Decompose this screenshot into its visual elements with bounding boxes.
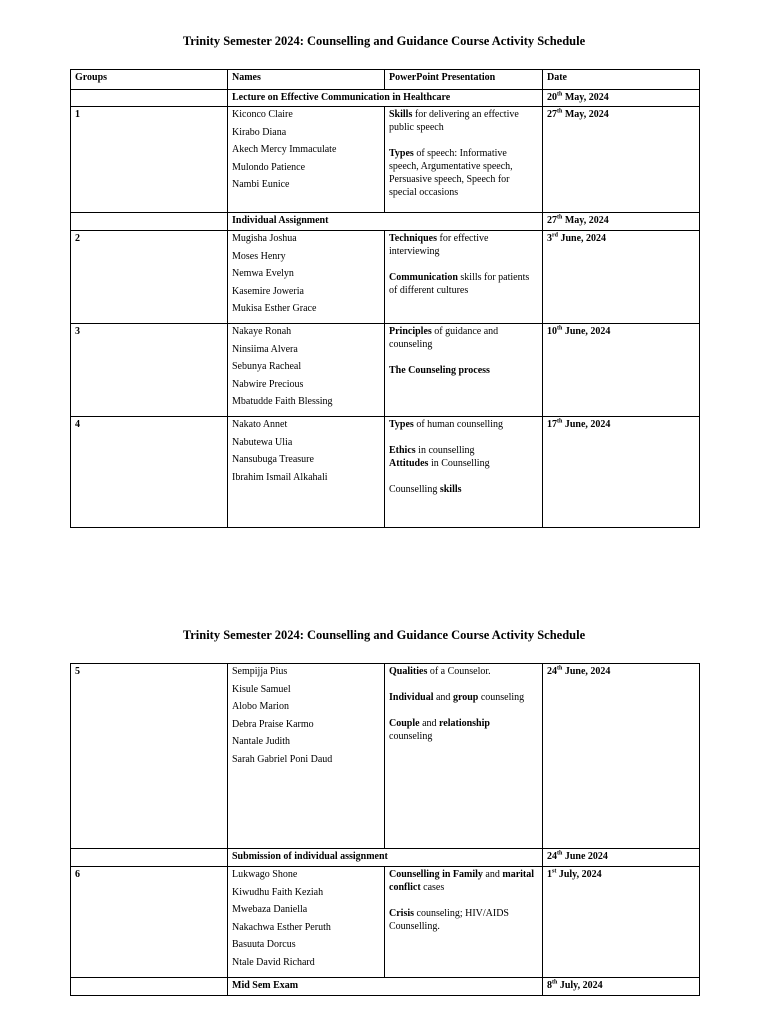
group-1-date: 27th May, 2024 bbox=[543, 107, 700, 213]
submission-group-cell bbox=[71, 849, 228, 867]
member-name: Nemwa Evelyn bbox=[232, 268, 294, 280]
schedule-table-2 bbox=[70, 663, 700, 996]
member-name: Moses Henry bbox=[232, 250, 286, 262]
group-6-topics bbox=[385, 867, 543, 978]
group-1-row bbox=[71, 107, 700, 213]
topic: Skills for delivering an effective public speech bbox=[389, 109, 519, 133]
group-1-topics bbox=[385, 107, 543, 213]
member-name: Mulondo Patience bbox=[232, 161, 306, 173]
member-name: Akech Mercy Immaculate bbox=[232, 144, 337, 156]
midsem-group-cell bbox=[71, 978, 228, 996]
member-name: Mwebaza Daniella bbox=[232, 904, 308, 916]
topic: Counselling skills bbox=[389, 484, 462, 495]
topic: Individual and group counseling bbox=[389, 692, 525, 703]
group-2-date: 3rd June, 2024 bbox=[543, 231, 700, 324]
topic: Types of human counselling bbox=[389, 419, 503, 430]
topic: Qualities of a Counselor. bbox=[389, 666, 491, 677]
member-name: Sempijja Pius bbox=[232, 666, 288, 677]
member-name: Sebunya Racheal bbox=[232, 361, 302, 373]
group-1-names bbox=[228, 107, 385, 213]
member-name: Ninsiima Alvera bbox=[232, 343, 298, 355]
group-5-number: 5 bbox=[71, 664, 228, 849]
group-4-date: 17th June, 2024 bbox=[543, 417, 700, 528]
topic: Ethics in counselling bbox=[389, 445, 475, 456]
topic: Communication skills for patients of different cultures bbox=[389, 272, 530, 296]
submission-date: 24th June 2024 bbox=[543, 849, 700, 867]
member-name: Lukwago Shone bbox=[232, 869, 298, 880]
group-4-names bbox=[228, 417, 385, 528]
topic: Techniques for effective interviewing bbox=[389, 233, 489, 257]
submission-label: Submission of individual assignment bbox=[228, 849, 543, 867]
group-3-row bbox=[71, 324, 700, 417]
member-name: Nakaye Ronah bbox=[232, 326, 292, 337]
midsem-date: 8th July, 2024 bbox=[543, 978, 700, 996]
lecture-label: Lecture on Effective Communication in Healthcare bbox=[228, 90, 543, 107]
member-name: Kiconco Claire bbox=[232, 109, 293, 120]
group-5-names bbox=[228, 664, 385, 849]
member-name: Nantale Judith bbox=[232, 736, 291, 748]
topic: Crisis counseling; HIV/AIDS Counselling. bbox=[389, 908, 509, 932]
group-5-topics bbox=[385, 664, 543, 849]
submission-row bbox=[71, 849, 700, 867]
individual-group-cell bbox=[71, 213, 228, 231]
topic: Attitudes in Counselling bbox=[389, 458, 490, 469]
table-header-row bbox=[71, 70, 700, 90]
group-1-number: 1 bbox=[71, 107, 228, 213]
group-3-date: 10th June, 2024 bbox=[543, 324, 700, 417]
member-name: Sarah Gabriel Poni Daud bbox=[232, 753, 333, 765]
topic: Couple and relationship counseling bbox=[389, 718, 490, 742]
member-name: Ntale David Richard bbox=[232, 956, 315, 968]
group-4-topics bbox=[385, 417, 543, 528]
lecture-group-cell bbox=[71, 90, 228, 107]
group-6-date: 1st July, 2024 bbox=[543, 867, 700, 978]
member-name: Nakato Annet bbox=[232, 419, 288, 430]
lecture-date: 20th May, 2024 bbox=[543, 90, 700, 107]
group-4-row bbox=[71, 417, 700, 528]
member-name: Nabutewa Ulia bbox=[232, 436, 293, 448]
member-name: Mbatudde Faith Blessing bbox=[232, 396, 333, 408]
member-name: Ibrahim Ismail Alkahali bbox=[232, 471, 328, 483]
topic: Types of speech: Informative speech, Argumentative speech, Persuasive speech, Speech for special occasions bbox=[389, 148, 513, 198]
page-title-1: Trinity Semester 2024: Counselling and Guidance Course Activity Schedule bbox=[182, 34, 586, 48]
topic: Principles of guidance and counseling bbox=[389, 326, 499, 350]
group-3-number: 3 bbox=[71, 324, 228, 417]
group-3-names bbox=[228, 324, 385, 417]
group-2-topics bbox=[385, 231, 543, 324]
member-name: Nansubuga Treasure bbox=[232, 454, 314, 466]
member-name: Nakachwa Esther Peruth bbox=[232, 921, 331, 933]
header-groups: Groups bbox=[71, 70, 228, 90]
member-name: Mugisha Joshua bbox=[232, 233, 297, 244]
member-name: Kiwudhu Faith Keziah bbox=[232, 886, 324, 898]
member-name: Kirabo Diana bbox=[232, 126, 287, 138]
group-2-row bbox=[71, 231, 700, 324]
header-date: Date bbox=[543, 70, 700, 90]
midsem-label: Mid Sem Exam bbox=[228, 978, 543, 996]
group-6-names bbox=[228, 867, 385, 978]
individual-date: 27th May, 2024 bbox=[543, 213, 700, 231]
group-6-number: 6 bbox=[71, 867, 228, 978]
group-4-number: 4 bbox=[71, 417, 228, 528]
lecture-row bbox=[71, 90, 700, 107]
member-name: Nabwire Precious bbox=[232, 378, 304, 390]
member-name: Basuuta Dorcus bbox=[232, 939, 296, 951]
group-2-number: 2 bbox=[71, 231, 228, 324]
topic: Counselling in Family and marital conflict cases bbox=[389, 869, 535, 893]
group-5-date: 24th June, 2024 bbox=[543, 664, 700, 849]
group-5-row bbox=[71, 664, 700, 849]
individual-assignment-row bbox=[71, 213, 700, 231]
member-name: Alobo Marion bbox=[232, 701, 289, 713]
group-6-row bbox=[71, 867, 700, 978]
group-3-topics bbox=[385, 324, 543, 417]
member-name: Kasemire Joweria bbox=[232, 285, 304, 297]
page-title-2: Trinity Semester 2024: Counselling and Guidance Course Activity Schedule bbox=[182, 628, 586, 642]
group-2-names bbox=[228, 231, 385, 324]
topic: The Counseling process bbox=[389, 365, 490, 376]
member-name: Nambi Eunice bbox=[232, 179, 290, 191]
member-name: Kisule Samuel bbox=[232, 683, 291, 695]
midsem-row bbox=[71, 978, 700, 996]
member-name: Debra Praise Karmo bbox=[232, 718, 314, 730]
header-presentation: PowerPoint Presentation bbox=[385, 70, 543, 90]
schedule-table-1 bbox=[70, 69, 700, 528]
header-names: Names bbox=[228, 70, 385, 90]
member-name: Mukisa Esther Grace bbox=[232, 303, 317, 315]
individual-label: Individual Assignment bbox=[228, 213, 543, 231]
